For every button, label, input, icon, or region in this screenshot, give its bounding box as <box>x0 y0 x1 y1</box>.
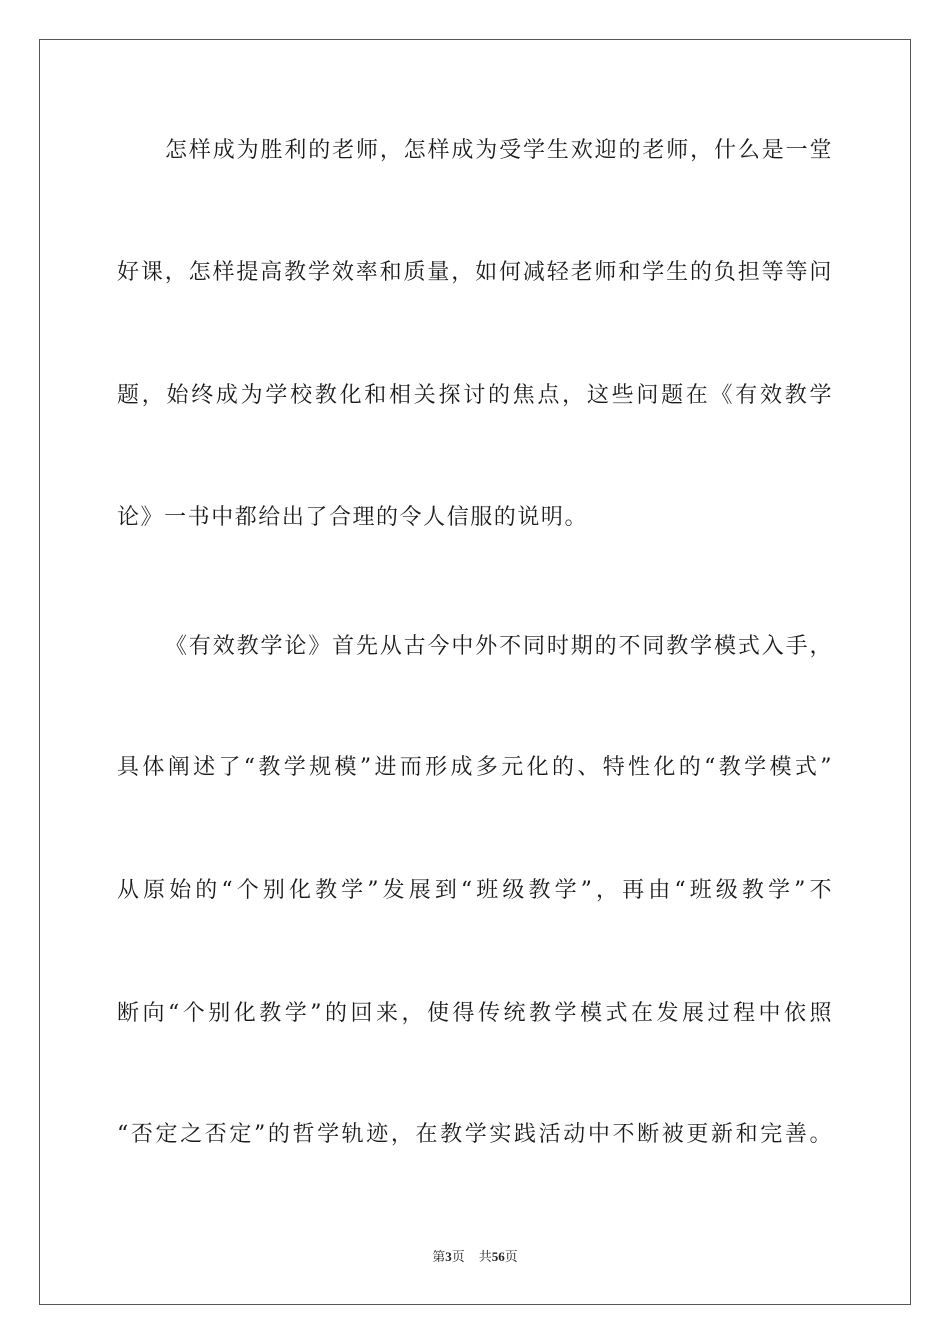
paragraph-1-line-3: 题，始终成为学校教化和相关探讨的焦点，这些问题在《有效教学 <box>117 383 833 408</box>
paragraph-1-line-2: 好课，怎样提高教学效率和质量，如何减轻老师和学生的负担等等问 <box>117 260 833 285</box>
page-suffix: 页 <box>451 1250 465 1265</box>
paragraph-1-line-4: 论》一书中都给出了合理的令人信服的说明。 <box>117 505 589 530</box>
paragraph-2-line-2: 具体阐述了“教学规模”进而形成多元化的、特性化的“教学模式” <box>117 755 833 780</box>
page-prefix: 第 <box>432 1250 446 1265</box>
page-total: 56 <box>491 1249 505 1264</box>
total-suffix: 页 <box>504 1250 518 1265</box>
paragraph-2-line-1: 《有效教学论》首先从古今中外不同时期的不同教学模式入手， <box>165 634 833 659</box>
paragraph-1-line-1: 怎样成为胜利的老师，怎样成为受学生欢迎的老师，什么是一堂 <box>165 138 833 163</box>
page-border <box>39 39 911 1305</box>
paragraph-2-line-5: “否定之否定”的哲学轨迹，在教学实践活动中不断被更新和完善。 <box>117 1122 833 1147</box>
paragraph-2-line-3: 从原始的“个别化教学”发展到“班级教学”，再由“班级教学”不 <box>117 878 833 903</box>
total-prefix: 共 <box>478 1250 492 1265</box>
page-current: 3 <box>445 1249 452 1264</box>
page-footer <box>0 1248 950 1267</box>
paragraph-2-line-4: 断向“个别化教学”的回来，使得传统教学模式在发展过程中依照 <box>117 1001 833 1026</box>
